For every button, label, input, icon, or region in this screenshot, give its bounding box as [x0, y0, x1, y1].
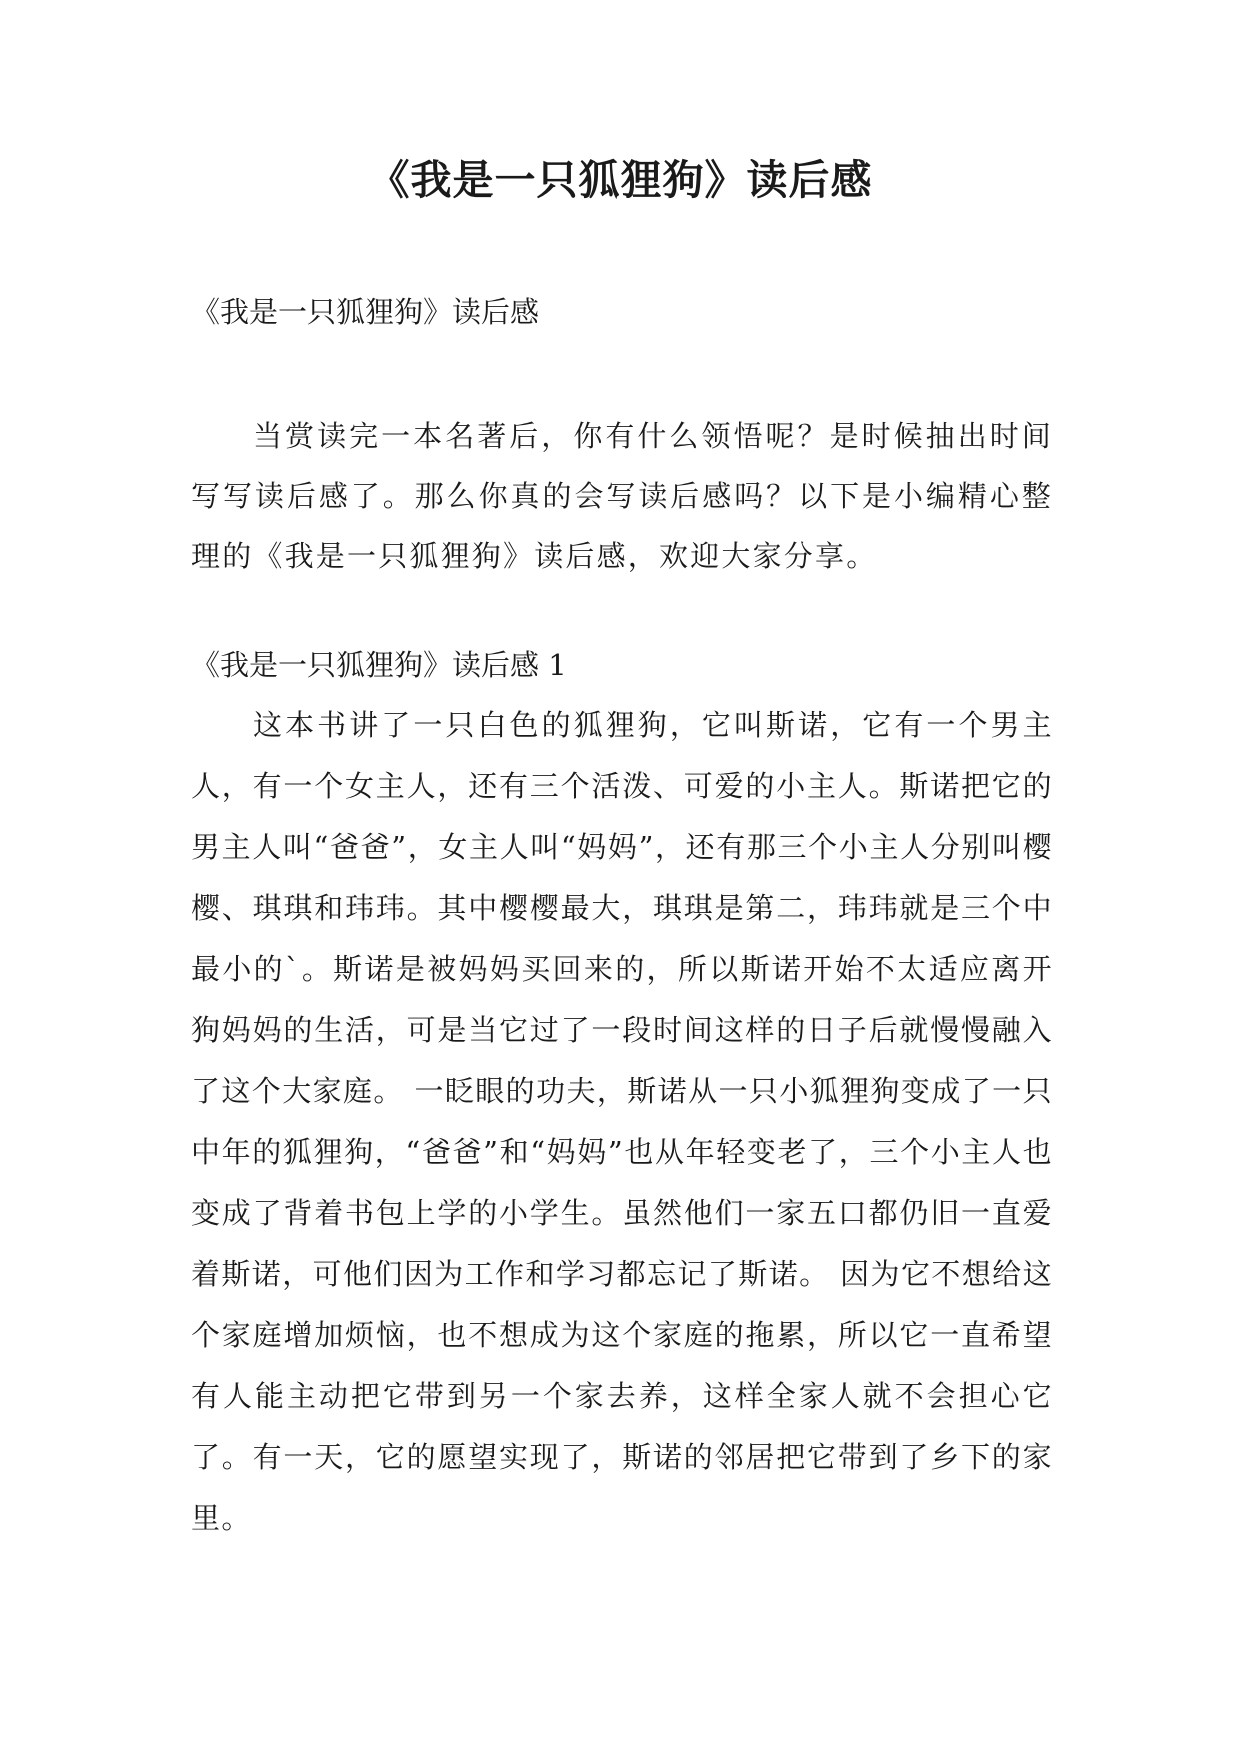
document-title: 《我是一只狐狸狗》读后感	[368, 156, 873, 204]
section-heading: 《我是一只狐狸狗》读后感 1	[191, 648, 567, 682]
document-subtitle: 《我是一只狐狸狗》读后感	[191, 295, 540, 329]
section-body-paragraph: 这本书讲了一只白色的狐狸狗，它叫斯诺，它有一个男主人，有一个女主人，还有三个活泼、可爱的小主人。斯诺把它的男主人叫“爸爸”，女主人叫“妈妈”，还有那三个小主人分别叫樱樱、琪琪和玮玮。其中樱樱最大，琪琪是第二，玮玮就是三个中最小的`。斯诺是被妈妈买回来的，所以斯诺开始不太适应离开狗妈妈的生活，可是当它过了一段时间这样的日子后就慢慢融入了这个大家庭。 一眨眼的功夫，斯诺从一只小狐狸狗变成了一只中年的狐狸狗，“爸爸”和“妈妈”也从年轻变老了，三个小主人也变成了背着书包上学的小学生。虽然他们一家五口都仍旧一直爱着斯诺，可他们因为工作和学习都忘记了斯诺。 因为它不想给这个家庭增加烦恼，也不想成为这个家庭的拖累，所以它一直希望有人能主动把它带到另一个家去养，这样全家人就不会担心它了。有一天，它的愿望实现了，斯诺的邻居把它带到了乡下的家里。	[191, 708, 1053, 1535]
intro-paragraph: 当赏读完一本名著后，你有什么领悟呢？是时候抽出时间写写读后感了。那么你真的会写读后感吗？以下是小编精心整理的《我是一只狐狸狗》读后感，欢迎大家分享。	[191, 419, 1053, 573]
